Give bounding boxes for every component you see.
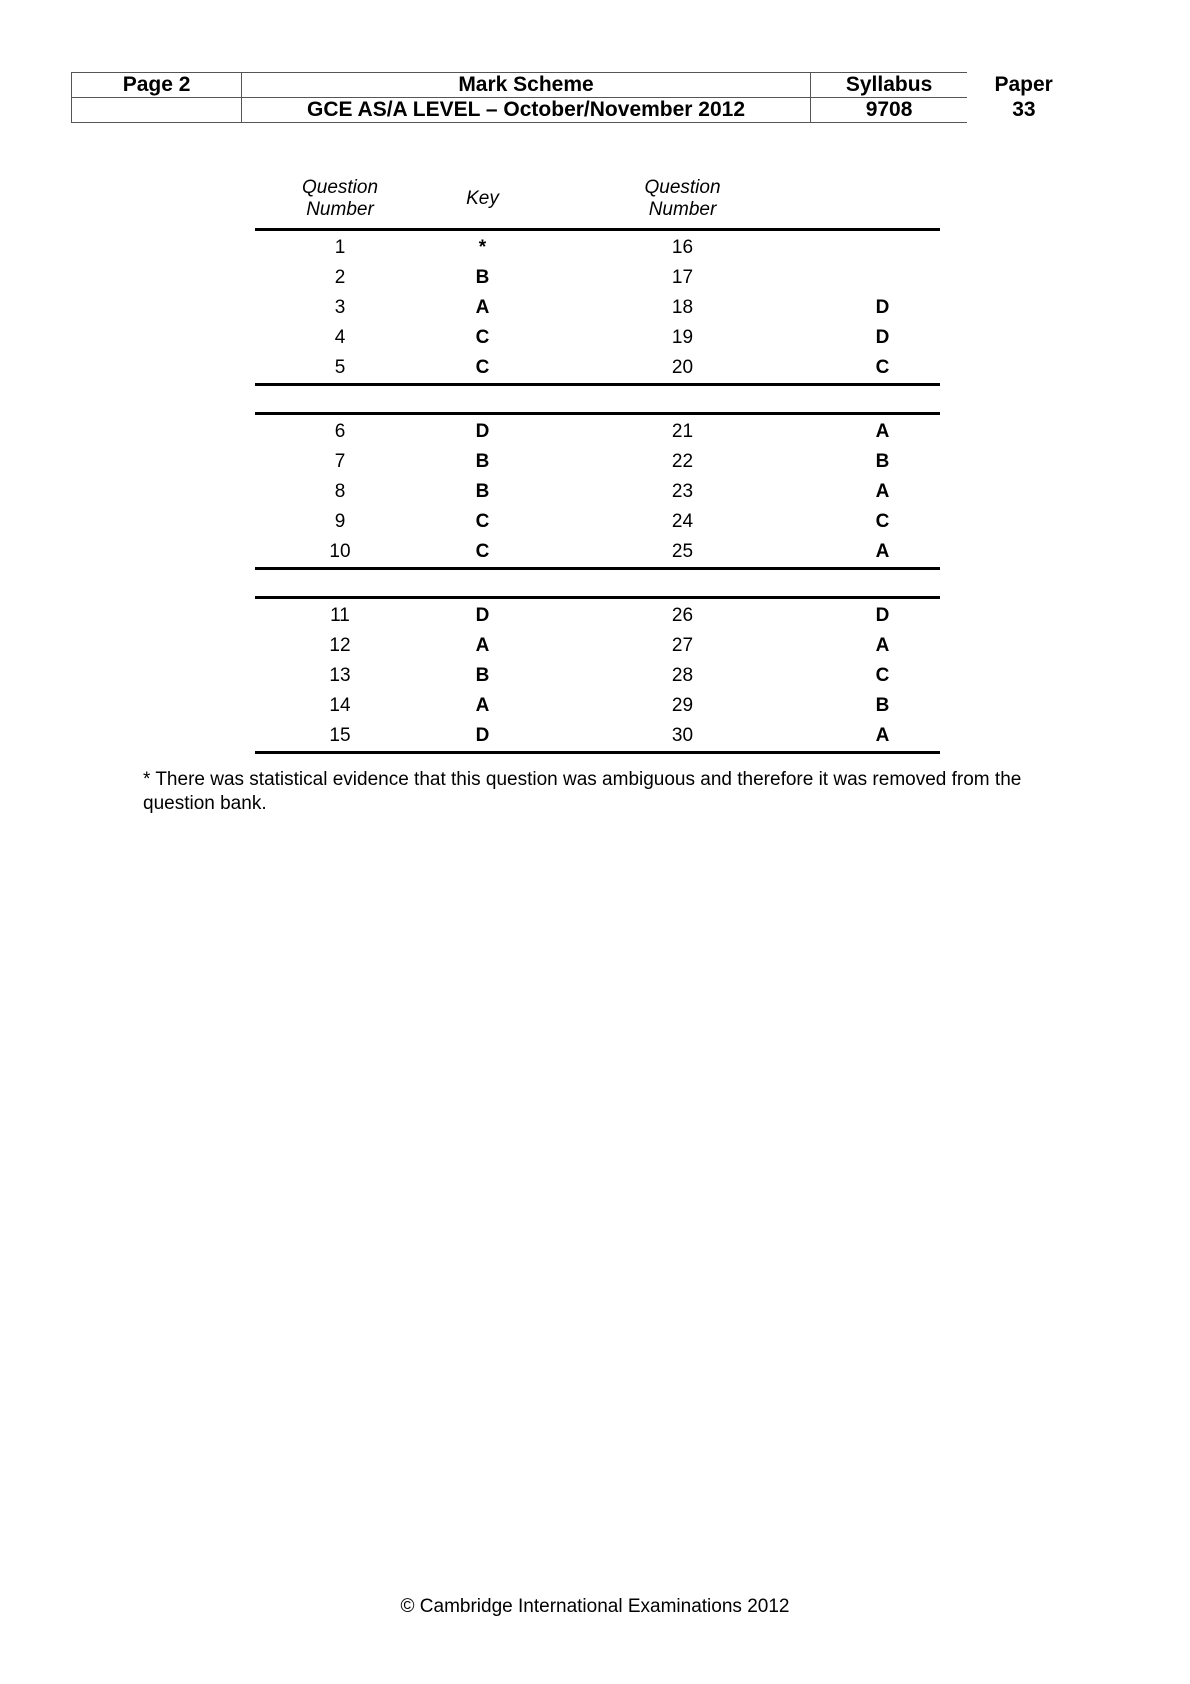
answer-key-body [255, 230, 940, 753]
table-row [255, 263, 940, 293]
question-number: 25 [540, 537, 825, 569]
answer-key: D [875, 297, 890, 318]
question-number: 1 [334, 237, 346, 258]
table-row [255, 691, 940, 721]
table-row [255, 537, 940, 569]
question-number: 16 [671, 237, 694, 258]
answer-key: * [478, 237, 487, 258]
question-number: 8 [334, 481, 346, 502]
table-row [255, 230, 940, 264]
answer-key: A [475, 635, 490, 656]
question-number: 17 [671, 267, 694, 288]
question-number: 29 [671, 695, 694, 716]
answer-key: B [475, 665, 490, 686]
table-row [255, 631, 940, 661]
table-row [255, 661, 940, 691]
answer-key: D [875, 327, 890, 348]
answer-key: C [425, 353, 540, 385]
group-separator [255, 385, 940, 414]
answer-key: A [825, 721, 940, 753]
answer-key [825, 230, 940, 264]
answer-key: C [425, 537, 540, 569]
question-number: 20 [540, 353, 825, 385]
answer-key: A [825, 537, 940, 569]
answer-key: A [875, 421, 890, 442]
answer-key: B [475, 481, 490, 502]
question-number: 23 [671, 481, 694, 502]
answer-key-table [255, 170, 940, 754]
col-header-key-right [825, 170, 940, 230]
answer-key: B [475, 451, 490, 472]
page-blank-cell [72, 98, 242, 123]
answer-key: D [875, 605, 890, 626]
answer-key [825, 263, 940, 293]
syllabus-value: 9708 [810, 98, 967, 123]
paper-label: Paper [994, 73, 1053, 96]
table-row [255, 353, 940, 385]
question-number: 27 [671, 635, 694, 656]
answer-key: C [875, 511, 890, 532]
answer-key: D [475, 605, 490, 626]
table-row [255, 477, 940, 507]
answer-key: C [475, 511, 490, 532]
syllabus-label: Syllabus [810, 73, 967, 98]
question-number: 11 [330, 605, 350, 626]
answer-key: B [475, 267, 490, 288]
col-header-key-left: Key [425, 170, 540, 230]
table-row [255, 721, 940, 753]
table-row [255, 447, 940, 477]
question-number: 26 [671, 605, 694, 626]
answer-key: A [875, 481, 890, 502]
table-row [255, 414, 940, 448]
answer-key: D [425, 721, 540, 753]
answer-key: B [875, 695, 890, 716]
answer-key: B [875, 451, 890, 472]
answer-key: D [475, 421, 490, 442]
question-number: 24 [671, 511, 694, 532]
question-number: 22 [671, 451, 694, 472]
question-number: 7 [334, 451, 346, 472]
answer-key: A [475, 695, 490, 716]
footnote: * There was statistical evidence that this question was ambiguous and therefore it was removed from the question bank. [143, 769, 1022, 814]
col-header-question-left: Question Number [255, 170, 425, 230]
answer-key: C [875, 665, 890, 686]
answer-key: C [825, 353, 940, 385]
table-row [255, 293, 940, 323]
table-row [255, 598, 940, 632]
question-number: 28 [671, 665, 694, 686]
question-number: 14 [329, 695, 351, 716]
answer-key: A [875, 635, 890, 656]
question-number: 3 [334, 297, 346, 318]
page-label: Page 2 [72, 73, 242, 98]
question-number: 19 [671, 327, 694, 348]
question-number: 6 [334, 421, 346, 442]
question-number: 15 [255, 721, 425, 753]
table-row [255, 507, 940, 537]
question-number: 2 [334, 267, 346, 288]
question-number: 5 [255, 353, 425, 385]
answer-key: C [475, 327, 490, 348]
answer-key-header-row [255, 170, 940, 230]
col-header-question-right: Question Number [540, 170, 825, 230]
document-subtitle: GCE AS/A LEVEL – October/November 2012 [242, 98, 811, 123]
copyright-footer: © Cambridge International Examinations 2012 [400, 1596, 790, 1617]
question-number: 4 [334, 327, 346, 348]
question-number: 10 [255, 537, 425, 569]
question-number: 21 [671, 421, 694, 442]
document-title: Mark Scheme [242, 73, 811, 98]
question-number: 30 [540, 721, 825, 753]
question-number: 12 [329, 635, 351, 656]
paper-value: 33 [1012, 98, 1036, 121]
answer-key: A [475, 297, 490, 318]
group-separator [255, 569, 940, 598]
question-number: 13 [329, 665, 351, 686]
table-row [255, 323, 940, 353]
header-table [71, 72, 1081, 123]
question-number: 18 [671, 297, 694, 318]
question-number: 9 [334, 511, 346, 532]
